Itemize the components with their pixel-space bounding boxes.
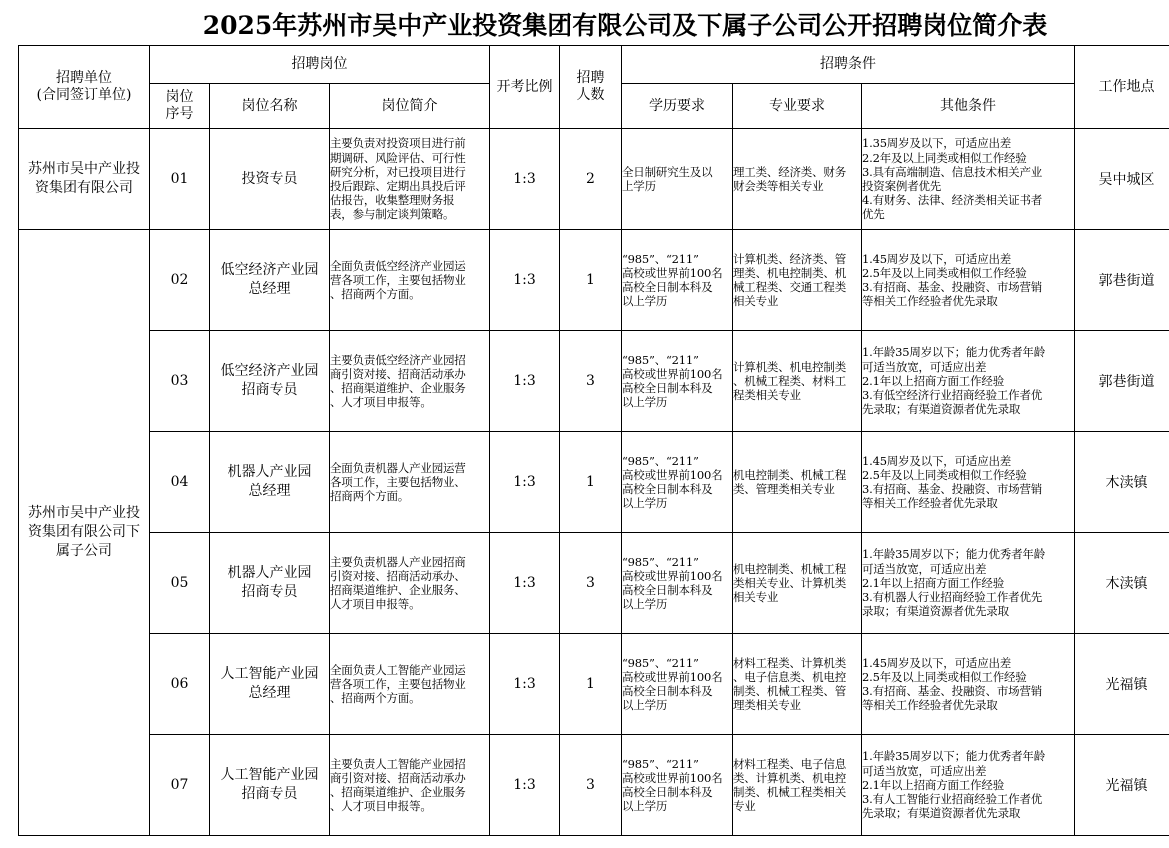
position-no-cell: 04 (150, 432, 210, 533)
other-cell: 1.35周岁及以下，可适应出差 2.2年及以上同类或相似工作经验 3.具有高端制造、信息技术相关产业 投资案例者优先 4.有财务、法律、经济类相关证书者 优先 (862, 129, 1075, 230)
other-cell: 1.年龄35周岁以下；能力优秀者年龄 可适当放宽，可适应出差 2.1年以上招商方面工作经验 3.有机器人行业招商经验工作者优先 录取；有渠道资源者优先录取 (862, 533, 1075, 634)
other-cell: 1.45周岁及以下，可适应出差 2.5年及以上同类或相似工作经验 3.有招商、基金、投融资、市场营销 等相关工作经验者优先录取 (862, 634, 1075, 735)
header-conditions-group: 招聘条件 (622, 46, 1075, 84)
count-cell: 3 (560, 735, 622, 836)
education-cell: “985”、“211” 高校或世界前100名 高校全日制本科及 以上学历 (622, 230, 733, 331)
other-cell: 1.45周岁及以下，可适应出差 2.5年及以上同类或相似工作经验 3.有招商、基金、投融资、市场营销 等相关工作经验者优先录取 (862, 432, 1075, 533)
position-desc-cell: 全面负责机器人产业园运营 各项工作，主要包括物业、 招商两个方面。 (330, 432, 490, 533)
header-location: 工作地点 (1075, 46, 1169, 129)
major-cell: 计算机类、经济类、管 理类、机电控制类、机 械工程类、交通工程类 相关专业 (733, 230, 862, 331)
ratio-cell: 1:3 (490, 432, 560, 533)
position-no-cell: 07 (150, 735, 210, 836)
position-name-cell: 人工智能产业园 总经理 (210, 634, 330, 735)
position-no-cell: 02 (150, 230, 210, 331)
location-cell: 吴中城区 (1075, 129, 1169, 230)
count-cell: 2 (560, 129, 622, 230)
position-no-cell: 05 (150, 533, 210, 634)
position-desc-cell: 全面负责人工智能产业园运 营各项工作，主要包括物业 、招商两个方面。 (330, 634, 490, 735)
ratio-cell: 1:3 (490, 533, 560, 634)
location-cell: 木渎镇 (1075, 533, 1169, 634)
position-name-cell: 低空经济产业园 总经理 (210, 230, 330, 331)
education-cell: “985”、“211” 高校或世界前100名 高校全日制本科及 以上学历 (622, 634, 733, 735)
location-cell: 郭巷街道 (1075, 331, 1169, 432)
major-cell: 机电控制类、机械工程 类相关专业、计算机类 相关专业 (733, 533, 862, 634)
position-name-cell: 投资专员 (210, 129, 330, 230)
table-row (19, 129, 1169, 230)
position-no-cell: 06 (150, 634, 210, 735)
document-title: 2025年苏州市吴中产业投资集团有限公司及下属子公司公开招聘岗位简介表 (202, 11, 1048, 40)
other-cell: 1.年龄35周岁以下；能力优秀者年龄 可适当放宽，可适应出差 2.1年以上招商方面工作经验 3.有低空经济行业招商经验工作者优 先录取；有渠道资源者优先录取 (862, 331, 1075, 432)
position-no-cell: 01 (150, 129, 210, 230)
position-desc-cell: 主要负责人工智能产业园招 商引资对接、招商活动承办 、招商渠道维护、企业服务 、人才项目申报等。 (330, 735, 490, 836)
table-body (19, 129, 1169, 836)
position-desc-cell: 主要负责对投资项目进行前 期调研、风险评估、可行性 研究分析，对已投项目进行 投后跟踪、定期出具投后评 估报告，收集整理财务报 表，参与制定谈判策略。 (330, 129, 490, 230)
ratio-cell: 1:3 (490, 735, 560, 836)
table-row (19, 230, 1169, 331)
position-name-cell: 机器人产业园 总经理 (210, 432, 330, 533)
table-row (19, 735, 1169, 836)
ratio-cell: 1:3 (490, 634, 560, 735)
unit-cell: 苏州市吴中产业投 资集团有限公司 (19, 129, 150, 230)
header-position-group: 招聘岗位 (150, 46, 490, 84)
position-name-cell: 人工智能产业园 招商专员 (210, 735, 330, 836)
education-cell: “985”、“211” 高校或世界前100名 高校全日制本科及 以上学历 (622, 432, 733, 533)
ratio-cell: 1:3 (490, 230, 560, 331)
table-row (19, 533, 1169, 634)
count-cell: 3 (560, 331, 622, 432)
header-education: 学历要求 (622, 84, 733, 129)
count-cell: 1 (560, 230, 622, 331)
ratio-cell: 1:3 (490, 129, 560, 230)
other-cell: 1.年龄35周岁以下；能力优秀者年龄 可适当放宽，可适应出差 2.1年以上招商方面工作经验 3.有人工智能行业招商经验工作者优 先录取；有渠道资源者优先录取 (862, 735, 1075, 836)
location-cell: 木渎镇 (1075, 432, 1169, 533)
recruitment-table (18, 45, 1169, 836)
header-count: 招聘 人数 (560, 46, 622, 129)
major-cell: 理工类、经济类、财务 财会类等相关专业 (733, 129, 862, 230)
header-position-name: 岗位名称 (210, 84, 330, 129)
table-row (19, 432, 1169, 533)
position-desc-cell: 主要负责低空经济产业园招 商引资对接、招商活动承办 、招商渠道维护、企业服务 、人才项目申报等。 (330, 331, 490, 432)
unit-cell: 苏州市吴中产业投 资集团有限公司下 属子公司 (19, 230, 150, 836)
ratio-cell: 1:3 (490, 331, 560, 432)
count-cell: 3 (560, 533, 622, 634)
count-cell: 1 (560, 634, 622, 735)
position-no-cell: 03 (150, 331, 210, 432)
header-position-desc: 岗位简介 (330, 84, 490, 129)
header-unit: 招聘单位 (合同签订单位) (19, 46, 150, 129)
location-cell: 郭巷街道 (1075, 230, 1169, 331)
table-row (19, 331, 1169, 432)
education-cell: “985”、“211” 高校或世界前100名 高校全日制本科及 以上学历 (622, 533, 733, 634)
major-cell: 机电控制类、机械工程 类、管理类相关专业 (733, 432, 862, 533)
header-ratio: 开考比例 (490, 46, 560, 129)
position-desc-cell: 主要负责机器人产业园招商 引资对接、招商活动承办、 招商渠道维护、企业服务、 人才项目申报等。 (330, 533, 490, 634)
major-cell: 计算机类、机电控制类 、机械工程类、材料工 程类相关专业 (733, 331, 862, 432)
position-name-cell: 低空经济产业园 招商专员 (210, 331, 330, 432)
other-cell: 1.45周岁及以下，可适应出差 2.5年及以上同类或相似工作经验 3.有招商、基金、投融资、市场营销 等相关工作经验者优先录取 (862, 230, 1075, 331)
header-position-no: 岗位 序号 (150, 84, 210, 129)
count-cell: 1 (560, 432, 622, 533)
location-cell: 光福镇 (1075, 634, 1169, 735)
education-cell: 全日制研究生及以 上学历 (622, 129, 733, 230)
major-cell: 材料工程类、电子信息 类、计算机类、机电控 制类、机械工程类相关 专业 (733, 735, 862, 836)
position-name-cell: 机器人产业园 招商专员 (210, 533, 330, 634)
position-desc-cell: 全面负责低空经济产业园运 营各项工作，主要包括物业 、招商两个方面。 (330, 230, 490, 331)
education-cell: “985”、“211” 高校或世界前100名 高校全日制本科及 以上学历 (622, 735, 733, 836)
table-row (19, 634, 1169, 735)
header-other: 其他条件 (862, 84, 1075, 129)
location-cell: 光福镇 (1075, 735, 1169, 836)
major-cell: 材料工程类、计算机类 、电子信息类、机电控 制类、机械工程类、管 理类相关专业 (733, 634, 862, 735)
education-cell: “985”、“211” 高校或世界前100名 高校全日制本科及 以上学历 (622, 331, 733, 432)
header-major: 专业要求 (733, 84, 862, 129)
